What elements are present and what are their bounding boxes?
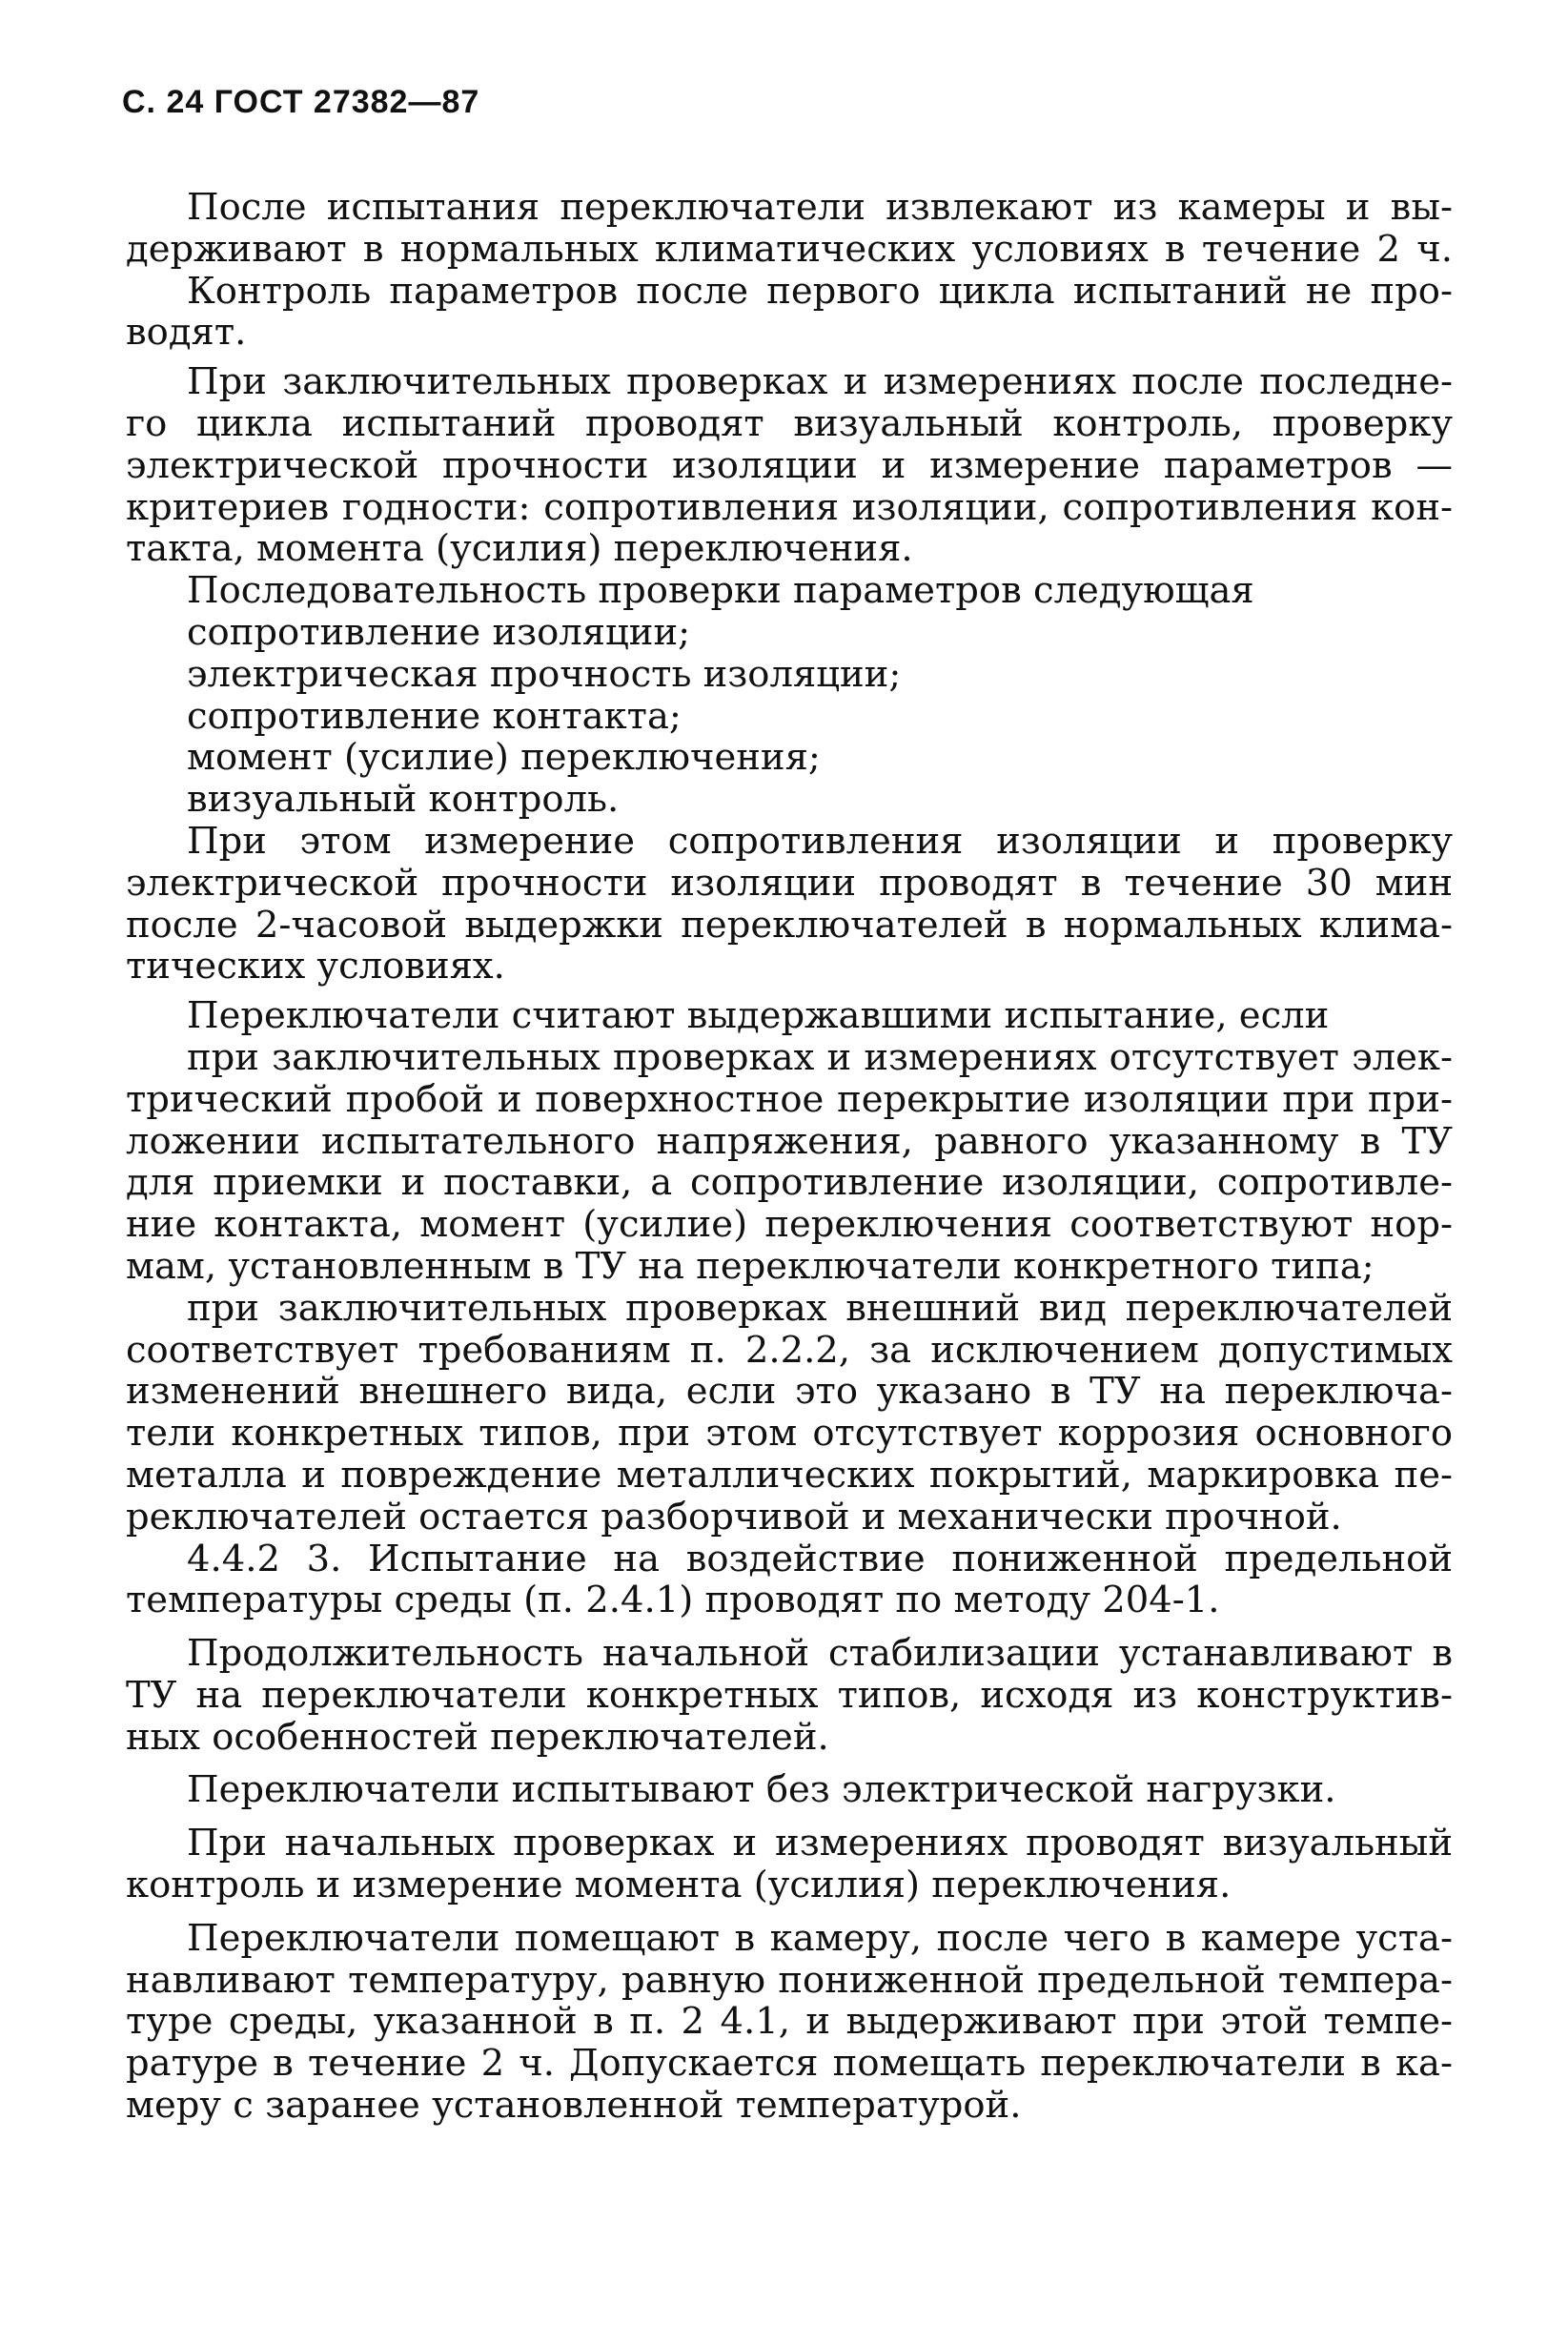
text-line: электрической прочности изоляции проводят в течение 30 мин: [126, 861, 1453, 905]
text-line: После испытания переключатели извлекают из камеры и вы-: [187, 186, 1453, 229]
text-line: для приемки и поставки, а сопротивление изоляции, сопротивле-: [126, 1161, 1453, 1205]
text-line: ратуре в течение 2 ч. Допускается помещать переключатели в ка-: [126, 2042, 1453, 2086]
list-item: сопротивление изоляции;: [187, 610, 691, 654]
page-header: С. 24 ГОСТ 27382—87: [122, 84, 480, 120]
text-line: реключателей остается разборчивой и механически прочной.: [126, 1495, 1342, 1539]
text-line: При этом измерение сопротивления изоляции и проверку: [187, 819, 1453, 863]
text-line: ложении испытательного напряжения, равного указанному в ТУ: [126, 1119, 1453, 1163]
list-item: визуальный контроль.: [187, 778, 620, 822]
section-heading-line: 4.4.2 3. Испытание на воздействие пониженной предельной: [187, 1537, 1453, 1580]
text-line: туре среды, указанной в п. 2 4.1, и выдерживают при этой темпе-: [126, 2000, 1453, 2044]
text-line: При начальных проверках и измерениях проводят визуальный: [187, 1822, 1453, 1865]
text-line: го цикла испытаний проводят визуальный контроль, проверку: [126, 401, 1453, 445]
text-line: при заключительных проверках и измерениях отсутствует элек-: [187, 1035, 1453, 1079]
text-line: критериев годности: сопротивления изоляции, сопротивления кон-: [126, 485, 1453, 529]
text-line: соответствует требованиям п. 2.2.2, за исключением допустимых: [126, 1328, 1453, 1372]
text-line: Переключатели помещают в камеру, после чего в камере уста-: [187, 1916, 1453, 1960]
text-line: контроль и измерение момента (усилия) переключения.: [126, 1864, 1232, 1907]
text-line: Контроль параметров после первого цикла испытаний не про-: [187, 269, 1453, 313]
text-line: электрической прочности изоляции и измерение параметров —: [126, 443, 1453, 487]
text-line: после 2-часовой выдержки переключателей в нормальных клима-: [126, 903, 1453, 947]
text-line: металла и повреждение металлических покрытий, маркировка пе-: [126, 1453, 1453, 1497]
text-line: ние контакта, момент (усилие) переключения соответствуют нор-: [126, 1203, 1453, 1247]
text-line: водят.: [126, 311, 247, 355]
text-line: При заключительных проверках и измерениях после последне-: [187, 360, 1453, 404]
text-line: Продолжительность начальной стабилизации устанавливают в: [187, 1632, 1453, 1676]
text-line: изменений внешнего вида, если это указано в ТУ на переключа-: [126, 1370, 1453, 1414]
list-item: момент (усилие) переключения;: [187, 736, 821, 780]
text-line: меру с заранее установленной температурой.: [126, 2084, 1022, 2128]
text-line: навливают температуру, равную пониженной предельной темпера-: [126, 1958, 1453, 2002]
text-line: Последовательность проверки параметров следующая: [187, 569, 1254, 613]
text-line: ТУ на переключатели конкретных типов, исходя из конструктив-: [126, 1673, 1453, 1717]
list-item: электрическая прочность изоляции;: [187, 652, 902, 696]
text-line: ных особенностей переключателей.: [126, 1715, 829, 1759]
text-line: Переключатели испытывают без электрической нагрузки.: [187, 1768, 1336, 1812]
text-line: тели конкретных типов, при этом отсутствует коррозия основного: [126, 1412, 1453, 1456]
text-line: при заключительных проверках внешний вид переключателей: [187, 1286, 1453, 1330]
list-item: сопротивление контакта;: [187, 694, 682, 738]
text-line: температуры среды (п. 2.4.1) проводят по методу 204-1.: [126, 1579, 1220, 1622]
text-line: трический пробой и поверхностное перекрытие изоляции при при-: [126, 1077, 1453, 1121]
text-line: такта, момента (усилия) переключения.: [126, 527, 913, 571]
text-line: Переключатели считают выдержавшими испытание, если: [187, 994, 1330, 1038]
text-line: тических условиях.: [126, 945, 505, 989]
text-line: мам, установленным в ТУ на переключатели конкретного типа;: [126, 1244, 1375, 1288]
text-line: держивают в нормальных климатических условиях в течение 2 ч.: [126, 227, 1453, 271]
document-body: [126, 187, 1453, 2127]
